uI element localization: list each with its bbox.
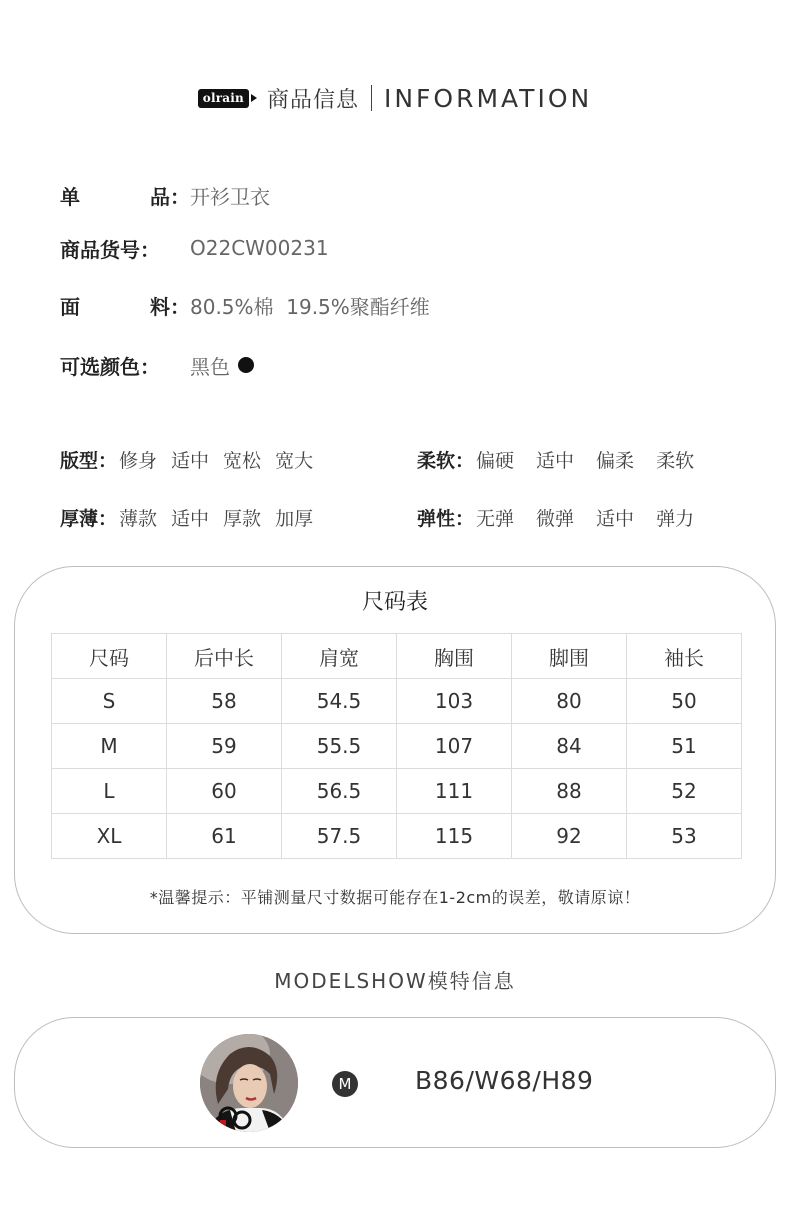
table-cell: 55.5: [282, 724, 397, 769]
table-cell: 61: [167, 814, 282, 859]
scale-fit: [60, 442, 325, 476]
scale-softness-option: 柔软: [656, 449, 695, 472]
scale-fit-option: 宽松: [223, 449, 262, 472]
scale-thickness-option: 薄款: [119, 507, 158, 530]
info-label-part: 可选颜色：: [60, 354, 160, 379]
info-label-part: 面: [60, 294, 80, 319]
scale-elasticity-option: 弹力: [656, 507, 695, 530]
info-value-color: [190, 351, 254, 380]
model-measurements: B86/W68/H89: [415, 1066, 594, 1095]
table-header-cell: 袖长: [627, 634, 742, 679]
measurement-tip: *温馨提示：平铺测量尺寸数据可能存在1-2cm的误差，敬请原谅！: [149, 888, 641, 907]
info-label-sku: [60, 234, 190, 263]
info-row-product: [60, 180, 270, 210]
info-value-fabric: 80.5%棉 19.5%聚酯纤维: [190, 294, 430, 319]
scale-fit-option: 修身: [119, 449, 158, 472]
table-row: [52, 679, 742, 724]
table-header-cell: 后中长: [167, 634, 282, 679]
header-title-cn: 商品信息: [266, 87, 359, 113]
info-label-part: 商品货号：: [60, 237, 160, 262]
table-cell: 103: [397, 679, 512, 724]
info-label-color: [60, 351, 190, 380]
info-value-sku: O22CW00231: [190, 236, 329, 260]
table-cell: 54.5: [282, 679, 397, 724]
info-label-part: 料：: [150, 294, 190, 319]
header-divider: [371, 85, 372, 111]
table-cell: 115: [397, 814, 512, 859]
table-cell: 107: [397, 724, 512, 769]
scale-softness-option: 偏硬: [476, 449, 515, 472]
table-cell: 52: [627, 769, 742, 814]
model-size-badge: M: [332, 1071, 358, 1097]
scale-elasticity-label: 弹性：: [417, 507, 475, 530]
scale-thickness-option: 厚款: [223, 507, 262, 530]
scale-fit-label: 版型：: [60, 449, 118, 472]
table-cell: 56.5: [282, 769, 397, 814]
table-cell: 88: [512, 769, 627, 814]
table-cell: XL: [52, 814, 167, 859]
scale-elasticity-option: 微弹: [536, 507, 575, 530]
table-cell: 60: [167, 769, 282, 814]
model-section-title: MODELSHOW模特信息: [274, 969, 516, 993]
scale-elasticity-option-selected: 适中: [594, 504, 636, 531]
table-header-cell: 脚围: [512, 634, 627, 679]
info-value-product: 开衫卫衣: [190, 184, 270, 209]
brand-logo-text: olrain: [198, 89, 249, 108]
size-chart-title: 尺码表: [361, 590, 428, 615]
model-card: [14, 1017, 776, 1148]
size-table: [51, 633, 742, 859]
table-cell: 111: [397, 769, 512, 814]
page-header: [0, 80, 790, 116]
scale-fit-option-selected: 适中: [169, 446, 211, 473]
table-cell: 57.5: [282, 814, 397, 859]
info-row-color: [60, 350, 254, 380]
scale-thickness-option-selected: 适中: [169, 504, 211, 531]
scale-softness-option: 偏柔: [596, 449, 635, 472]
scale-thickness: [60, 500, 325, 534]
table-cell: 59: [167, 724, 282, 769]
info-row-sku: [60, 233, 329, 263]
table-cell: 92: [512, 814, 627, 859]
table-header-cell: 尺码: [52, 634, 167, 679]
scale-softness-option-selected: 适中: [534, 446, 576, 473]
info-label-product: [60, 181, 190, 210]
scale-fit-option: 宽大: [275, 449, 314, 472]
color-name: 黑色: [190, 354, 230, 379]
table-cell: 84: [512, 724, 627, 769]
scale-elasticity: [417, 500, 706, 534]
table-header-row: [52, 634, 742, 679]
table-row: [52, 724, 742, 769]
scale-thickness-option: 加厚: [275, 507, 314, 530]
model-avatar: [200, 1034, 298, 1132]
size-chart-card: [14, 566, 776, 934]
header-title-en: INFORMATION: [383, 83, 593, 113]
table-cell: S: [52, 679, 167, 724]
table-cell: L: [52, 769, 167, 814]
table-header-cell: 肩宽: [282, 634, 397, 679]
table-header-cell: 胸围: [397, 634, 512, 679]
info-label-part: 品：: [150, 184, 190, 209]
info-label-part: 单: [60, 184, 80, 209]
table-cell: 58: [167, 679, 282, 724]
scale-softness: [417, 442, 706, 476]
color-swatch: [238, 357, 254, 373]
scale-softness-label: 柔软：: [417, 449, 475, 472]
table-row: [52, 814, 742, 859]
info-label-fabric: [60, 291, 190, 320]
table-cell: M: [52, 724, 167, 769]
play-arrow-icon: [251, 94, 257, 102]
scale-thickness-label: 厚薄：: [60, 507, 118, 530]
table-cell: 51: [627, 724, 742, 769]
table-cell: 50: [627, 679, 742, 724]
table-cell: 80: [512, 679, 627, 724]
scale-elasticity-option: 无弹: [476, 507, 515, 530]
brand-logo: [198, 89, 257, 108]
table-cell: 53: [627, 814, 742, 859]
table-row: [52, 769, 742, 814]
info-row-fabric: [60, 290, 430, 320]
